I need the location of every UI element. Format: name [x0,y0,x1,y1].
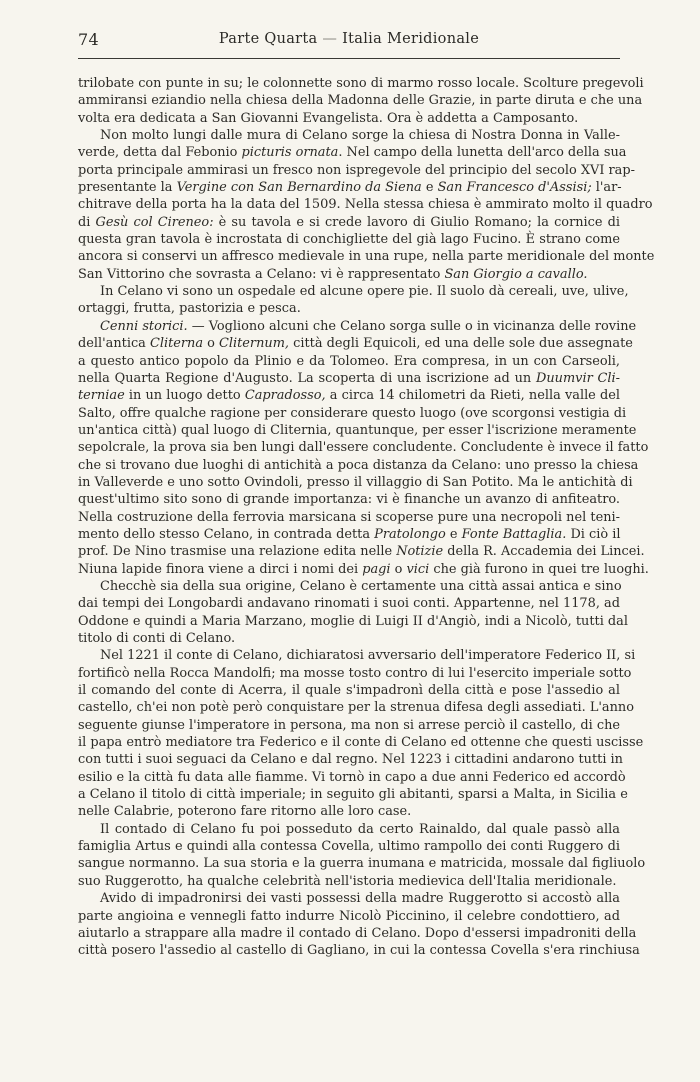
text-segment: o [203,336,220,352]
running-title [78,31,620,47]
text-line [78,318,637,335]
text-segment: in un luogo detto [124,388,245,404]
text-segment: nella Quarta Regione d'Augusto. La scoperta di una iscrizione ad un [78,370,536,386]
italic-text: Notizie [396,544,444,560]
text-line [78,682,620,699]
text-segment: San Vittorino che sovrasta a Celano: vi è rappresentato [78,266,445,282]
text-line [78,474,633,491]
text-segment: questa gran tavola è incrostata di conchigliette del già lago Fucino. È strano come [78,232,620,248]
text-line [78,734,644,751]
text-line [78,751,623,768]
text-line [78,370,620,387]
text-segment: ammiransi eziandio nella chiesa della Madonna delle Grazie, in parte diruta e che una [78,93,643,109]
text-line [78,162,635,179]
text-segment: che si trovano due luoghi di antichità a poca distanza da Celano: uno presso la chiesa [78,457,639,473]
text-line [78,405,627,422]
text-segment: suo Ruggerotto, ha qualche celebrità nell'istoria medievica dell'Italia meridionale. [78,873,617,889]
text-line [78,873,620,890]
italic-text: Vergine con San Bernardino da Siena [176,180,422,196]
text-line [78,665,632,682]
italic-text: Duumvir Cli- [536,370,621,386]
text-segment: e [445,526,462,542]
text-segment: fortificò nella Rocca Mandolfi; ma mosse tosto contro di lui l'esercito imperiale sotto [78,665,632,681]
italic-text: Cliternum, [219,336,290,352]
text-segment: In Celano vi sono un ospedale ed alcune opere pie. Il suolo dà cereali, uve, ulive, [100,284,629,300]
text-line [78,613,628,630]
text-line [78,890,620,907]
text-line [78,925,637,942]
text-line [78,196,653,213]
italic-text: Capradosso, [244,388,326,404]
text-segment: Non molto lungi dalle mura di Celano sorge la chiesa di Nostra Donna in Valle- [100,128,620,144]
text-segment: a questo antico popolo da Plinio e da Tolomeo. Era compresa, in un con Carseoli, [78,353,620,369]
text-segment: ortaggi, frutta, pastorizia e pesca. [78,301,301,317]
text-segment: — Vogliono alcuni che Celano sorga sulle o in vicinanza delle rovine [187,318,637,334]
text-segment: chitrave della porta ha la data del 1509. Nella stessa chiesa è ammirato molto il quadro [78,197,653,213]
text-segment: titolo di conti di Celano. [78,631,236,646]
text-line [78,526,620,543]
italic-text: Cliterna [149,336,204,352]
text-line [78,786,628,803]
text-segment: dell'antica [78,336,150,352]
text-segment: a Celano il titolo di città imperiale; in seguito gli abitanti, sparsi a Malta, in Sicilia e [78,787,628,803]
text-line [78,353,620,370]
text-segment: seguente giunse l'imperatore in persona, ma non si arrese perciò il castello, di che [78,717,620,733]
text-line [78,942,640,959]
text-segment: castello, ch'ei non potè però conquistare per la strenua difesa degli assediati. L'anno [78,700,634,716]
text-line [78,491,620,508]
text-segment: Nella costruzione della ferrovia marsicana si scoperse pure una necropoli nel teni- [78,509,620,525]
text-segment: ancora si conservi un affresco medievale in una rupe, nella parte meridionale del monte [78,249,655,265]
text-segment: Niuna lapide finora viene a dirci i nomi dei [78,561,363,577]
text-line [78,908,620,925]
italic-text: San Giorgio a cavallo. [444,266,588,282]
text-line [78,214,620,231]
text-segment: il papa entrò mediatore tra Federico e il conte di Celano ed ottenne che questi uscisse [78,735,644,751]
running-header [78,30,620,52]
text-line [78,543,645,560]
text-line [78,561,649,578]
text-segment: che già furono in quei tre luoghi. [429,561,649,577]
text-segment: nelle Calabrie, poterono fare ritorno alle loro case. [78,804,412,820]
italic-text: terniae [78,388,125,404]
text-line [78,144,627,161]
italic-text: picturis ornata [241,145,339,161]
text-line [78,769,626,786]
text-line [78,457,639,474]
text-segment: . Nel campo della lunetta dell'arco della sua [338,145,627,161]
text-line [78,300,620,317]
text-segment: Avido di impadronirsi dei vasti possessi della madre Ruggerotto si accostò alla [100,891,620,907]
text-segment: porta principale ammirasi un fresco non ispregevole del principio del secolo XVI rap- [78,162,635,178]
text-segment: in Valleverde e uno sotto Ovindoli, presso il villaggio di San Potito. Ma le antichità di [78,474,633,490]
text-line [78,803,620,820]
text-segment: Salto, offre qualche ragione per considerare questo luogo (ove scorgonsi vestigia di [78,405,627,421]
text-line [78,595,620,612]
part-title: Parte Quarta [218,31,318,47]
text-line [78,110,620,127]
text-segment: sangue normanno. La sua storia e la guerra inumana e matricida, mossale dal figliuolo [78,856,646,872]
text-line [78,630,620,647]
section-title: Italia Meridionale [342,31,480,47]
italic-text: Fonte Battaglia. [461,526,567,542]
text-segment: famiglia Artus e quindi alla contessa Covella, ultimo rampollo dei conti Ruggero di [78,839,620,855]
text-segment: mento dello stesso Celano, in contrada detta [78,526,375,542]
text-line [78,92,643,109]
text-line [78,578,620,595]
text-segment: di [78,214,96,230]
text-segment: è su tavola e si crede lavoro di Giulio Romano; la cornice di [213,214,621,230]
text-segment: Oddone e quindi a Maria Marzano, moglie di Luigi II d'Angiò, indi a Nicolò, tutti dal [78,613,628,629]
text-segment: trilobate con punte in su; le colonnette sono di marmo rosso locale. Scolture pregevoli [78,76,644,91]
text-segment: il comando del conte di Acerra, il quale s'impadronì della città e pose l'assedio al [78,683,620,699]
text-line [78,855,646,872]
text-segment: parte angioina e vennegli fatto indurre Nicolò Piccinino, il celebre condottiero, ad [78,908,620,924]
text-segment: Nel 1221 il conte di Celano, dichiaratosi avversario dell'imperatore Federico II, si [100,648,636,664]
text-line [78,283,629,300]
text-segment: della R. Accademia dei Lincei. [443,544,645,560]
text-line [78,248,655,265]
text-line [78,422,637,439]
text-segment: città degli Equicoli, ed una delle sole due assegnate [289,336,633,352]
text-segment: verde, detta dal Febonio [78,145,242,161]
text-segment: presentante la [78,180,177,196]
text-line [78,838,620,855]
italic-text: Cenni storici. [100,318,188,334]
text-segment: l'ar- [591,180,622,196]
text-segment: quest'ultimo sito sono di grande importanza: vi è finanche un avanzo di anfiteatro. [78,492,620,508]
text-line [78,821,620,838]
page-number: 74 [78,30,99,49]
text-segment: e [421,180,438,196]
text-segment: volta era dedicata a San Giovanni Evangelista. Ora è addetta a Camposanto. [78,110,579,126]
text-segment: aiutarlo a strappare alla madre il contado di Celano. Dopo d'essersi impadroniti della [78,925,637,941]
italic-text: Gesù col Cireneo: [95,214,214,230]
text-line [78,179,620,196]
text-segment: a circa 14 chilometri da Rieti, nella valle del [325,388,620,404]
text-segment: dai tempi dei Longobardi andavano rinomati i suoi conti. Appartenne, nel 1178, ad [78,596,620,612]
text-line [78,127,620,144]
text-line [78,699,634,716]
text-segment: con tutti i suoi seguaci da Celano e dal regno. Nel 1223 i cittadini andarono tutti in [78,752,623,768]
text-segment: un'antica città) qual luogo di Cliternia, quantunque, per esser l'iscrizione meramente [78,422,637,438]
text-line [78,266,620,283]
italic-text: pagi [362,561,391,577]
title-separator: — [322,31,338,47]
text-line [78,439,649,456]
text-line [78,335,633,352]
italic-text: vici [406,561,430,577]
text-line [78,509,620,526]
text-segment: città posero l'assedio al castello di Gagliano, in cui la contessa Covella s'era rinchiusa [78,943,640,959]
text-segment: Checchè sia della sua origine, Celano è certamente una città assai antica e sino [100,578,622,594]
text-segment: o [390,561,407,577]
italic-text: San Francesco d'Assisi; [437,180,592,196]
italic-text: Pratolongo [374,526,446,542]
text-line [78,75,644,92]
text-segment: Di ciò il [566,526,621,542]
text-segment: esilio e la città fu data alle fiamme. Vi tornò in capo a due anni Federico ed accordò [78,769,626,785]
body-text [78,75,655,960]
text-line [78,231,620,248]
text-segment: Il contado di Celano fu poi posseduto da certo Rainaldo, dal quale passò alla [100,821,620,837]
text-segment: sepolcrale, la prova sia ben lungi dall'essere concludente. Concludente è invece il fatto [78,440,649,456]
text-segment: prof. De Nino trasmise una relazione edita nelle [78,544,397,560]
text-line [78,717,620,734]
header-rule [78,58,620,59]
text-line [78,387,620,404]
text-line [78,647,636,664]
